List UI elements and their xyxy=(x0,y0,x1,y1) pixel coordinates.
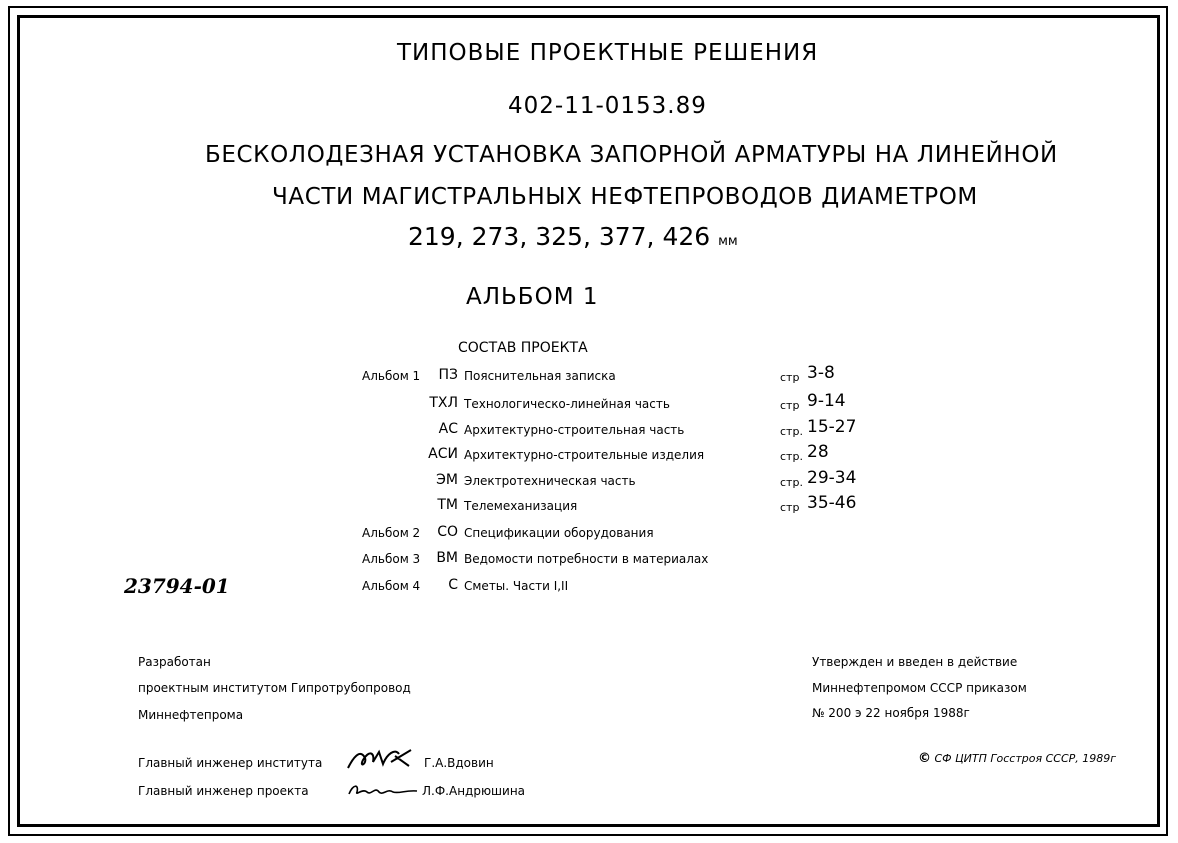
contents-item-name: Архитектурно-строительные изделия xyxy=(464,448,705,462)
signature-vdovin xyxy=(345,744,415,774)
contents-heading: СОСТАВ ПРОЕКТА xyxy=(458,340,588,356)
contents-page-label: стр. xyxy=(780,425,803,438)
contents-album-label: Альбом 1 xyxy=(362,369,421,383)
contents-pages: 15-27 xyxy=(807,417,857,437)
contents-page-label: стр xyxy=(780,501,800,514)
contents-album-label: Альбом 3 xyxy=(362,552,421,566)
contents-item-name: Ведомости потребности в материалах xyxy=(464,552,709,566)
contents-pages: 35-46 xyxy=(807,493,857,513)
contents-code: ТХЛ xyxy=(429,395,458,411)
copyright-text: СФ ЦИТП Госстроя СССР, 1989г xyxy=(934,752,1117,765)
developer-line-3: Миннефтепрома xyxy=(138,708,244,722)
contents-page-label: стр. xyxy=(780,476,803,489)
signature-andryushina xyxy=(347,780,419,800)
contents-item-name: Технологическо-линейная часть xyxy=(464,397,670,411)
contents-code: С xyxy=(448,577,458,593)
title-line-1: БЕСКОЛОДЕЗНАЯ УСТАНОВКА ЗАПОРНОЙ АРМАТУРЫ НА ЛИНЕЙНОЙ xyxy=(205,142,1058,168)
contents-code: ТМ xyxy=(437,497,458,513)
contents-album-label: Альбом 4 xyxy=(362,579,421,593)
diameters xyxy=(408,224,738,249)
contents-item-name: Спецификации оборудования xyxy=(464,526,654,540)
chief-engineer-institute-name: Г.А.Вдовин xyxy=(424,756,494,770)
series-title: ТИПОВЫЕ ПРОЕКТНЫЕ РЕШЕНИЯ xyxy=(397,40,819,66)
contents-pages: 3-8 xyxy=(807,363,835,383)
diameters-unit: мм xyxy=(718,234,738,249)
approval-line-3: № 200 э 22 ноября 1988г xyxy=(812,706,970,720)
approval-line-2: Миннефтепромом СССР приказом xyxy=(812,681,1027,695)
contents-item-name: Архитектурно-строительная часть xyxy=(464,423,685,437)
contents-code: ВМ xyxy=(436,550,458,566)
chief-engineer-project-label: Главный инженер проекта xyxy=(138,784,309,798)
contents-code: СО xyxy=(437,524,458,540)
developer-line-1: Разработан xyxy=(138,655,211,669)
contents-pages: 28 xyxy=(807,442,829,462)
title-line-2: ЧАСТИ МАГИСТРАЛЬНЫХ НЕФТЕПРОВОДОВ ДИАМЕТРОМ xyxy=(272,184,978,210)
contents-code: АС xyxy=(438,421,458,437)
chief-engineer-institute-label: Главный инженер института xyxy=(138,756,323,770)
inventory-number: 23794-01 xyxy=(124,574,230,598)
contents-item-name: Электротехническая часть xyxy=(464,474,636,488)
copyright xyxy=(918,752,1116,765)
chief-engineer-project-name: Л.Ф.Андрюшина xyxy=(422,784,526,798)
contents-item-name: Телемеханизация xyxy=(464,499,578,513)
inner-frame xyxy=(17,15,1160,827)
contents-page-label: стр xyxy=(780,399,800,412)
contents-item-name: Сметы. Части I,II xyxy=(464,579,569,593)
document-number: 402-11-0153.89 xyxy=(508,93,707,119)
approval-line-1: Утвержден и введен в действие xyxy=(812,655,1018,669)
contents-pages: 9-14 xyxy=(807,391,846,411)
diameters-values: 219, 273, 325, 377, 426 xyxy=(408,222,711,251)
contents-pages: 29-34 xyxy=(807,468,857,488)
contents-code: АСИ xyxy=(428,446,458,462)
album-title: АЛЬБОМ 1 xyxy=(466,284,599,310)
developer-line-2: проектным институтом Гипротрубопровод xyxy=(138,681,411,695)
contents-page-label: стр xyxy=(780,371,800,384)
contents-code: ПЗ xyxy=(438,367,458,383)
copyright-symbol: © xyxy=(918,751,931,766)
contents-album-label: Альбом 2 xyxy=(362,526,421,540)
contents-page-label: стр. xyxy=(780,450,803,463)
contents-item-name: Пояснительная записка xyxy=(464,369,616,383)
contents-code: ЭМ xyxy=(436,472,458,488)
